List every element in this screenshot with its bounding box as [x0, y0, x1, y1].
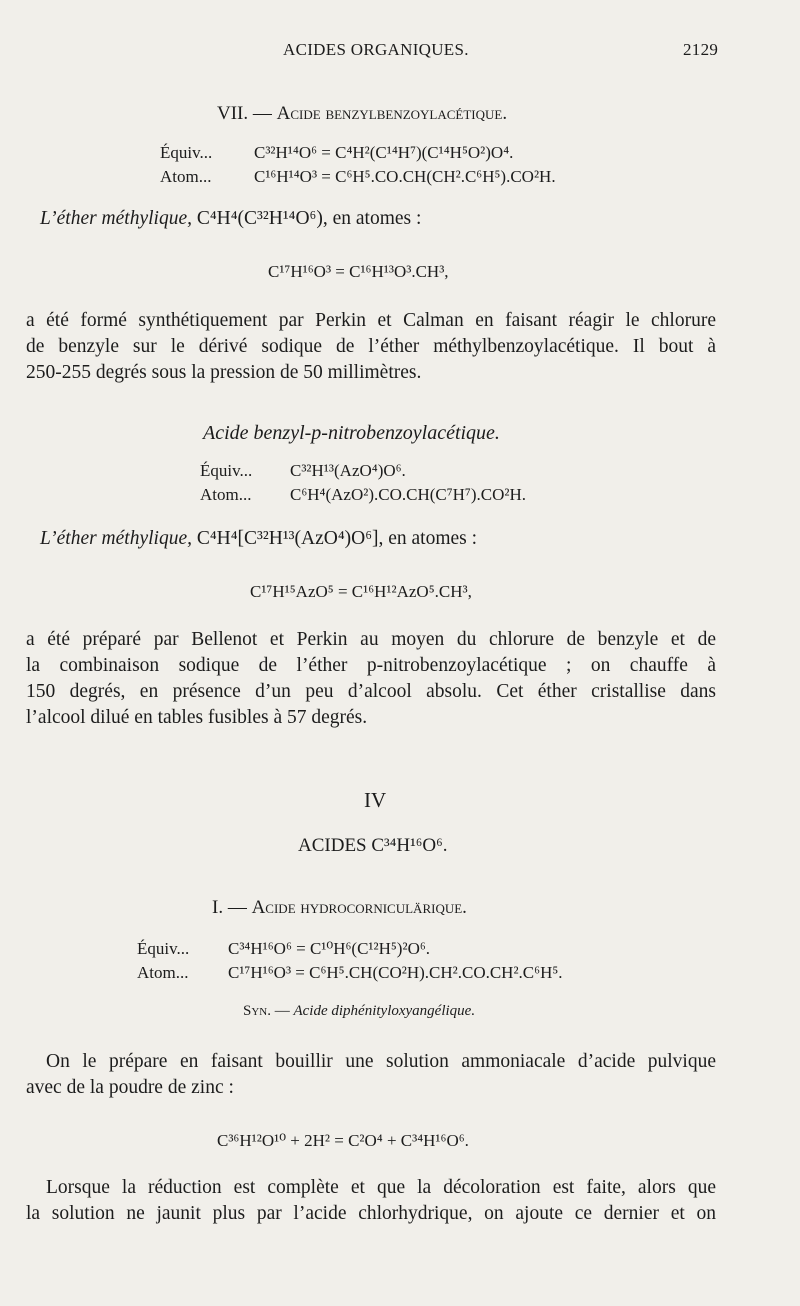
section-vii-atom-label: Atom...	[160, 167, 212, 186]
section-vii-equiv-label: Équiv...	[160, 143, 213, 162]
ether1-lead-italic: L’éther méthylique,	[40, 208, 192, 229]
section-vii-name: Acide benzylbenzoylacétique.	[276, 103, 508, 124]
section-i-atom-formula: C¹⁷H¹⁶O³ = C⁶H⁵.CH(CO²H).CH².CO.CH².C⁶H⁵.	[228, 963, 563, 982]
section-i-equiv-formula: C³⁴H¹⁶O⁶ = C¹⁰H⁶(C¹²H⁵)²O⁶.	[228, 939, 431, 958]
nitro-title: Acide benzyl-p-nitrobenzoylacétique.	[203, 422, 500, 444]
prep-paragraph	[26, 1049, 716, 1101]
ether1-line-2: de benzyle sur le dérivé sodique de l’éther méthylbenzoylacétique. Il bout à	[26, 336, 716, 357]
prep-line-3: Lorsque la réduction est complète et que la décoloration est faite, alors que	[46, 1177, 716, 1198]
ether2-lead	[40, 528, 477, 550]
ether2-paragraph	[26, 627, 716, 731]
prep-paragraph-2	[26, 1175, 716, 1227]
prep-equation: C³⁶H¹²O¹⁰ + 2H² = C²O⁴ + C³⁴H¹⁶O⁶.	[217, 1131, 469, 1150]
section-iv-roman: IV	[364, 788, 387, 812]
ether1-formula: C¹⁷H¹⁶O³ = C¹⁶H¹³O³.CH³,	[268, 262, 449, 281]
section-vii-atom-formula: C¹⁶H¹⁴O³ = C⁶H⁵.CO.CH(CH².C⁶H⁵).CO²H.	[254, 167, 556, 186]
section-vii-title	[217, 103, 507, 125]
nitro-equiv-formula: C³²H¹³(AzO⁴)O⁶.	[290, 461, 406, 480]
ether1-line-3: 250-255 degrés sous la pression de 50 millimètres.	[26, 362, 422, 383]
section-i-atom-label: Atom...	[137, 963, 189, 982]
ether2-formula: C¹⁷H¹⁵AzO⁵ = C¹⁶H¹²AzO⁵.CH³,	[250, 582, 472, 601]
prep-line-2: avec de la poudre de zinc :	[26, 1077, 234, 1098]
prep-line-1: On le prépare en faisant bouillir une solution ammoniacale d’acide pulvique	[46, 1051, 716, 1072]
section-i-name: Acide hydrocorniculärique.	[251, 897, 467, 918]
ether1-lead	[40, 208, 421, 230]
ether2-line-1: a été préparé par Bellenot et Perkin au moyen du chlorure de benzyle et de	[26, 629, 716, 650]
ether2-lead-rest: C⁴H⁴[C³²H¹³(AzO⁴)O⁶], en atomes :	[191, 528, 478, 549]
nitro-atom-label: Atom...	[200, 485, 252, 504]
nitro-equiv-label: Équiv...	[200, 461, 253, 480]
synonym-label: Syn. —	[243, 1003, 294, 1019]
ether1-paragraph	[26, 308, 716, 386]
ether1-lead-rest: C⁴H⁴(C³²H¹⁴O⁶), en atomes :	[191, 208, 422, 229]
nitro-atom-formula: C⁶H⁴(AzO²).CO.CH(C⁷H⁷).CO²H.	[290, 485, 526, 504]
ether2-line-3: 150 degrés, en présence d’un peu d’alcool absolu. Cet éther cristallise dans	[26, 681, 716, 702]
synonym-text: Acide diphénityloxyangélique.	[293, 1003, 476, 1019]
ether1-line-1: a été formé synthétiquement par Perkin et Calman en faisant réagir le chlorure	[26, 310, 716, 331]
page-number: 2129	[683, 40, 719, 59]
ether2-line-2: la combinaison sodique de l’éther p-nitrobenzoylacétique ; on chauffe à	[26, 655, 716, 676]
section-vii-number: VII. —	[217, 103, 277, 124]
section-vii-equiv-formula: C³²H¹⁴O⁶ = C⁴H²(C¹⁴H⁷)(C¹⁴H⁵O²)O⁴.	[254, 143, 514, 162]
section-iv-heading: ACIDES C³⁴H¹⁶O⁶.	[298, 835, 448, 856]
section-i-number: I. —	[212, 897, 252, 918]
section-i-title	[212, 897, 467, 919]
running-title: ACIDES ORGANIQUES.	[283, 40, 469, 59]
ether2-lead-italic: L’éther méthylique,	[40, 528, 192, 549]
section-i-equiv-label: Équiv...	[137, 939, 190, 958]
ether2-line-4: l’alcool dilué en tables fusibles à 57 degrés.	[26, 707, 368, 728]
section-i-synonym	[243, 1003, 475, 1020]
prep-line-4: la solution ne jaunit plus par l’acide chlorhydrique, on ajoute ce dernier et on	[26, 1203, 716, 1224]
